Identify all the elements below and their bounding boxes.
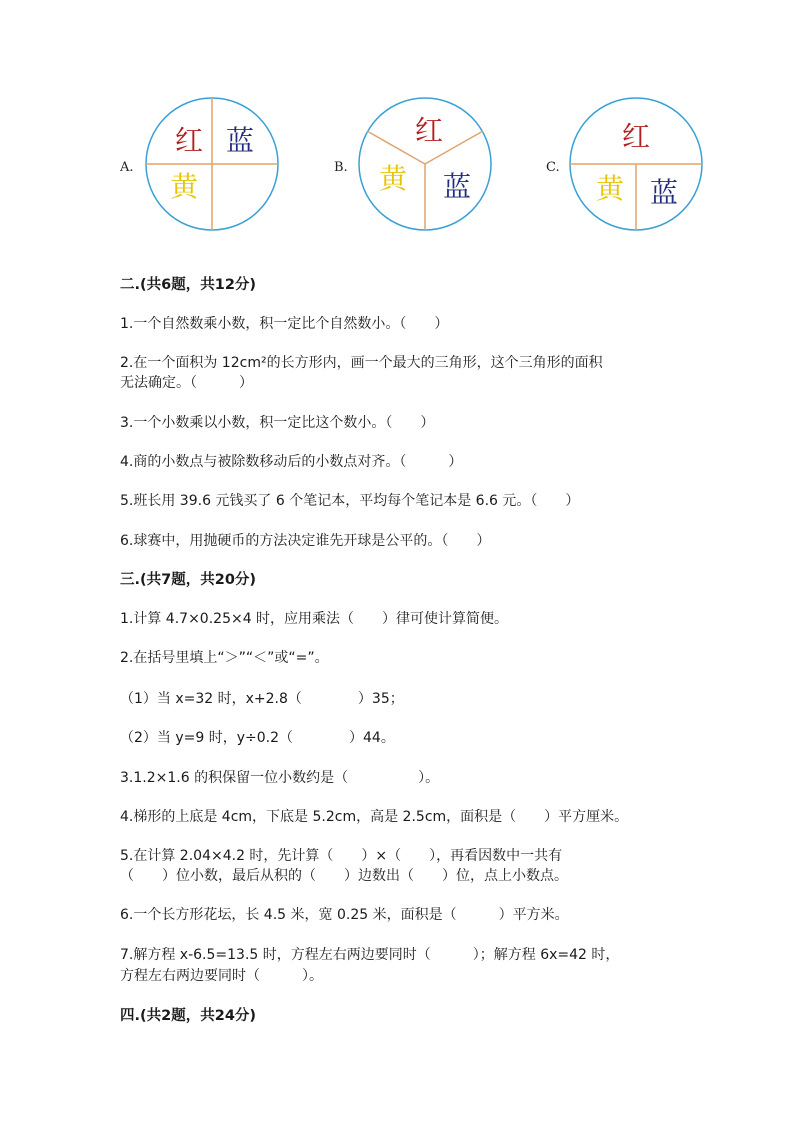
s3-q6: 6.一个长方形花坛，长 4.5 米，宽 0.25 米，面积是（ ）平方米。 bbox=[120, 907, 569, 923]
spinner-b-blue: 蓝 bbox=[443, 170, 472, 203]
s2-q3: 3.一个小数乘以小数，积一定比这个数小。（ ） bbox=[120, 415, 435, 431]
spinner-options bbox=[0, 90, 794, 240]
s3-q7-line1: 7.解方程 x-6.5=13.5 时，方程左右两边要同时（ ）；解方程 6x=42 时， bbox=[120, 947, 620, 963]
s3-q3: 3.1.2×1.6 的积保留一位小数约是（ ）。 bbox=[120, 770, 440, 786]
s2-q2-line2: 无法确定。（ ） bbox=[120, 375, 253, 391]
s3-q4: 4.梯形的上底是 4cm，下底是 5.2cm，高是 2.5cm，面积是（ ）平方厘米。 bbox=[120, 809, 629, 825]
s2-q6: 6.球赛中，用抛硬币的方法决定谁先开球是公平的。（ ） bbox=[120, 533, 491, 549]
s3-q1: 1.计算 4.7×0.25×4 时，应用乘法（ ）律可使计算简便。 bbox=[120, 611, 509, 627]
option-a-label: A. bbox=[120, 160, 134, 175]
s2-q1: 1.一个自然数乘小数，积一定比个自然数小。（ ） bbox=[120, 316, 449, 332]
s2-q2-line1: 2.在一个面积为 12cm²的长方形内，画一个最大的三角形，这个三角形的面积 bbox=[120, 355, 603, 371]
spinner-b-yellow: 黄 bbox=[379, 162, 408, 195]
section2-heading: 二.(共6题，共12分) bbox=[120, 277, 257, 293]
s3-q2: 2.在括号里填上“＞”“＜”或“=”。 bbox=[120, 650, 329, 666]
s2-q4: 4.商的小数点与被除数移动后的小数点对齐。（ ） bbox=[120, 454, 463, 470]
s3-q7-line2: 方程左右两边要同时（ ）。 bbox=[120, 968, 323, 984]
spinner-c-yellow: 黄 bbox=[596, 172, 625, 205]
s3-q2-sub1: （1）当 x=32 时，x+2.8（ ）35； bbox=[120, 691, 404, 707]
section3-heading: 三.(共7题，共20分) bbox=[120, 572, 257, 588]
s3-q2-sub2: （2）当 y=9 时，y÷0.2（ ）44。 bbox=[120, 730, 395, 746]
s3-q5-line1: 5.在计算 2.04×4.2 时，先计算（ ）×（ ），再看因数中一共有 bbox=[120, 848, 563, 864]
spinner-b-red: 红 bbox=[415, 114, 444, 147]
spinner-b bbox=[357, 96, 493, 232]
section4-heading: 四.(共2题，共24分) bbox=[120, 1008, 257, 1024]
spinner-a-red: 红 bbox=[175, 124, 204, 157]
spinner-a-blue: 蓝 bbox=[226, 124, 255, 157]
option-b-label: B. bbox=[334, 160, 348, 175]
spinner-a-yellow: 黄 bbox=[170, 170, 199, 203]
option-c-label: C. bbox=[546, 160, 560, 175]
spinner-a bbox=[144, 96, 280, 232]
s2-q5: 5.班长用 39.6 元钱买了 6 个笔记本，平均每个笔记本是 6.6 元。（ ） bbox=[120, 493, 580, 509]
spinner-c bbox=[568, 96, 704, 232]
spinner-c-blue: 蓝 bbox=[650, 176, 679, 209]
s3-q5-line2: （ ）位小数，最后从积的（ ）边数出（ ）位，点上小数点。 bbox=[120, 868, 568, 884]
spinner-c-red: 红 bbox=[622, 120, 651, 153]
